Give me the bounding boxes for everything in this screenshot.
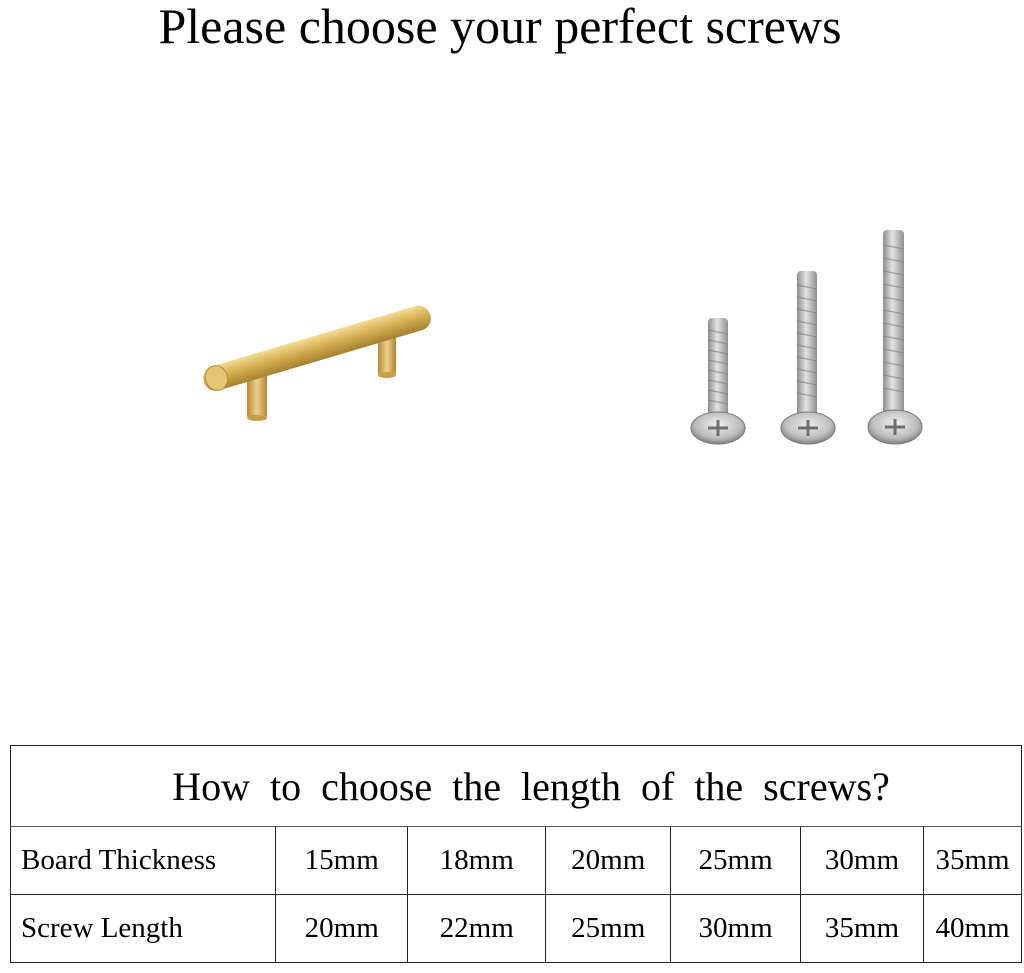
- table-cell: 40mm: [924, 895, 1022, 963]
- table-row: [11, 895, 1022, 963]
- table-cell: 25mm: [671, 827, 800, 895]
- table-cell: 15mm: [275, 827, 407, 895]
- phillips-screw-icon: [781, 271, 835, 444]
- table-cell: 35mm: [924, 827, 1022, 895]
- table-cell: 22mm: [408, 895, 546, 963]
- table-cell: 25mm: [546, 895, 671, 963]
- table-cell: 30mm: [671, 895, 800, 963]
- table-cell: 18mm: [408, 827, 546, 895]
- table-row: [11, 827, 1022, 895]
- table-cell: 35mm: [800, 895, 923, 963]
- screw-size-table: [10, 745, 1022, 963]
- table-cell: 20mm: [275, 895, 407, 963]
- row-label-screw-length: Screw Length: [11, 895, 276, 963]
- table-cell: 30mm: [800, 827, 923, 895]
- table-caption: How to choose the length of the screws?: [11, 746, 1022, 827]
- phillips-screw-icon: [868, 230, 922, 444]
- brass-bar-handle-icon: [200, 303, 433, 421]
- page-title: Please choose your perfect screws: [158, 0, 842, 54]
- table-cell: 20mm: [546, 827, 671, 895]
- phillips-screw-icon: [691, 318, 745, 444]
- row-label-board-thickness: Board Thickness: [11, 827, 276, 895]
